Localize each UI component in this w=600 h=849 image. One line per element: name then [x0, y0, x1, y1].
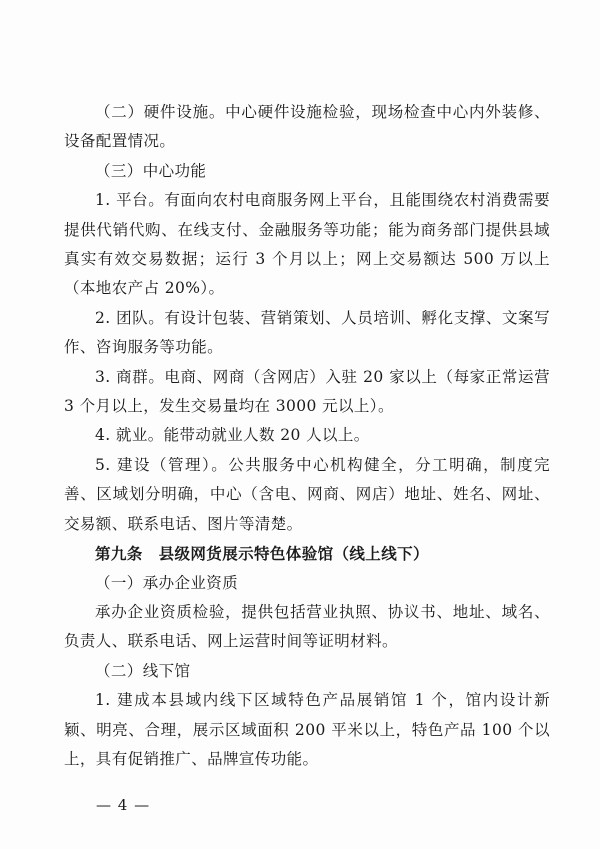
paragraph-merchant-group: 3. 商群。电商、网商（含网店）入驻 20 家以上（每家正常运营 3 个月以上，发生交易量均在 3000 元以上）。 [64, 367, 550, 416]
paragraph-platform: 1. 平台。有面向农村电商服务网上平台，且能围绕农村消费需要提供代销代购、在线支付、金融服务等功能；能为商务部门提供县域真实有效交易数据；运行 3 个月以上；网上交易额达 500 万以上（本地农产占 20%）。 [64, 191, 550, 298]
document-body [64, 98, 550, 774]
page-number: — 4 — [96, 796, 151, 814]
section-heading-offline-hall: （二）线下馆 [95, 661, 191, 680]
paragraph-qualification-check: 承办企业资质检验，提供包括营业执照、协议书、地址、域名、负责人、联系电话、网上运营时间等证明材料。 [64, 602, 550, 651]
paragraph-team: 2. 团队。有设计包装、营销策划、人员培训、孵化支撑、文案写作、咨询服务等功能。 [64, 308, 550, 357]
paragraph-construction-management: 5. 建设（管理）。公共服务中心机构健全，分工明确，制度完善、区域划分明确，中心（含电、网商、网店）地址、姓名、网址、交易额、联系电话、图片等清楚。 [64, 455, 550, 533]
paragraph-employment: 4. 就业。能带动就业人数 20 人以上。 [95, 426, 370, 445]
section-heading-center-functions: （三）中心功能 [95, 161, 207, 180]
paragraph-offline-hall: 1. 建成本县域内线下区域特色产品展销馆 1 个，馆内设计新颖、明亮、合理，展示区域面积 200 平米以上，特色产品 100 个以上，具有促销推广、品牌宣传功能。 [64, 691, 550, 768]
article-heading-ninth: 第九条 县级网货展示特色体验馆（线上线下） [95, 544, 429, 564]
paragraph-hardware-facilities: （二）硬件设施。中心硬件设施检验，现场检查中心内外装修、设备配置情况。 [64, 103, 550, 151]
section-heading-enterprise-qualification: （一）承办企业资质 [95, 573, 239, 592]
